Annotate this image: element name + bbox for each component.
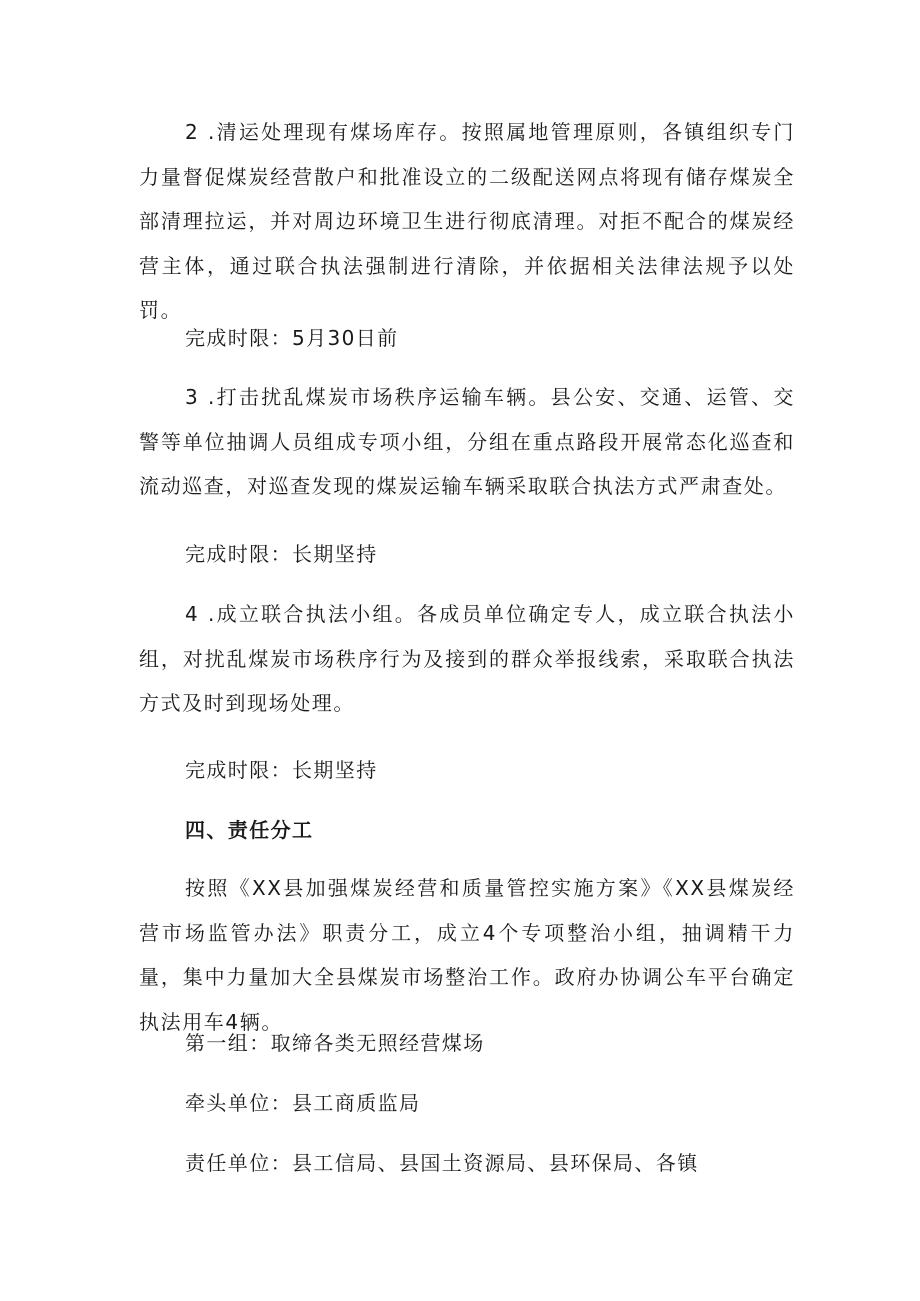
group-1-responsible-units: 责任单位：县工信局、县国土资源局、县环保局、各镇	[185, 1151, 699, 1175]
section-intro-paragraph: 按照《XX县加强煤炭经营和质量管控实施方案》《XX县煤炭经营市场监管办法》职责分工，成立4个专项整治小组，抽调精干力量，集中力量加大全县煤炭市场整治工作。政府办协调公车平台确定执法用车4辆。	[139, 876, 795, 1034]
item-3-paragraph: 3 .打击扰乱煤炭市场秩序运输车辆。县公安、交通、运管、交警等单位抽调人员组成专项小组，分组在重点路段开展常态化巡查和流动巡查，对巡查发现的煤炭运输车辆采取联合执法方式严肃查处。	[139, 385, 795, 498]
item-4-paragraph: 4 .成立联合执法小组。各成员单位确定专人，成立联合执法小组，对扰乱煤炭市场秩序行为及接到的群众举报线索，采取联合执法方式及时到现场处理。	[139, 602, 795, 715]
group-1-title: 第一组：取缔各类无照经营煤场	[185, 1031, 485, 1055]
item-3-deadline: 完成时限：长期坚持	[185, 542, 378, 566]
item-2-deadline: 完成时限：5月30日前	[185, 326, 399, 350]
item-2-paragraph: 2 .清运处理现有煤场库存。按照属地管理原则，各镇组织专门力量督促煤炭经营散户和批准设立的二级配送网点将现有储存煤炭全部清理拉运，并对周边环境卫生进行彻底清理。对拒不配合的煤炭经营主体，通过联合执法强制进行清除，并依据相关法律法规予以处罚。	[139, 120, 795, 322]
group-1-lead-unit: 牵头单位：县工商质监局	[185, 1091, 421, 1115]
item-4-deadline: 完成时限：长期坚持	[185, 758, 378, 782]
section-heading: 四、责任分工	[185, 818, 314, 842]
